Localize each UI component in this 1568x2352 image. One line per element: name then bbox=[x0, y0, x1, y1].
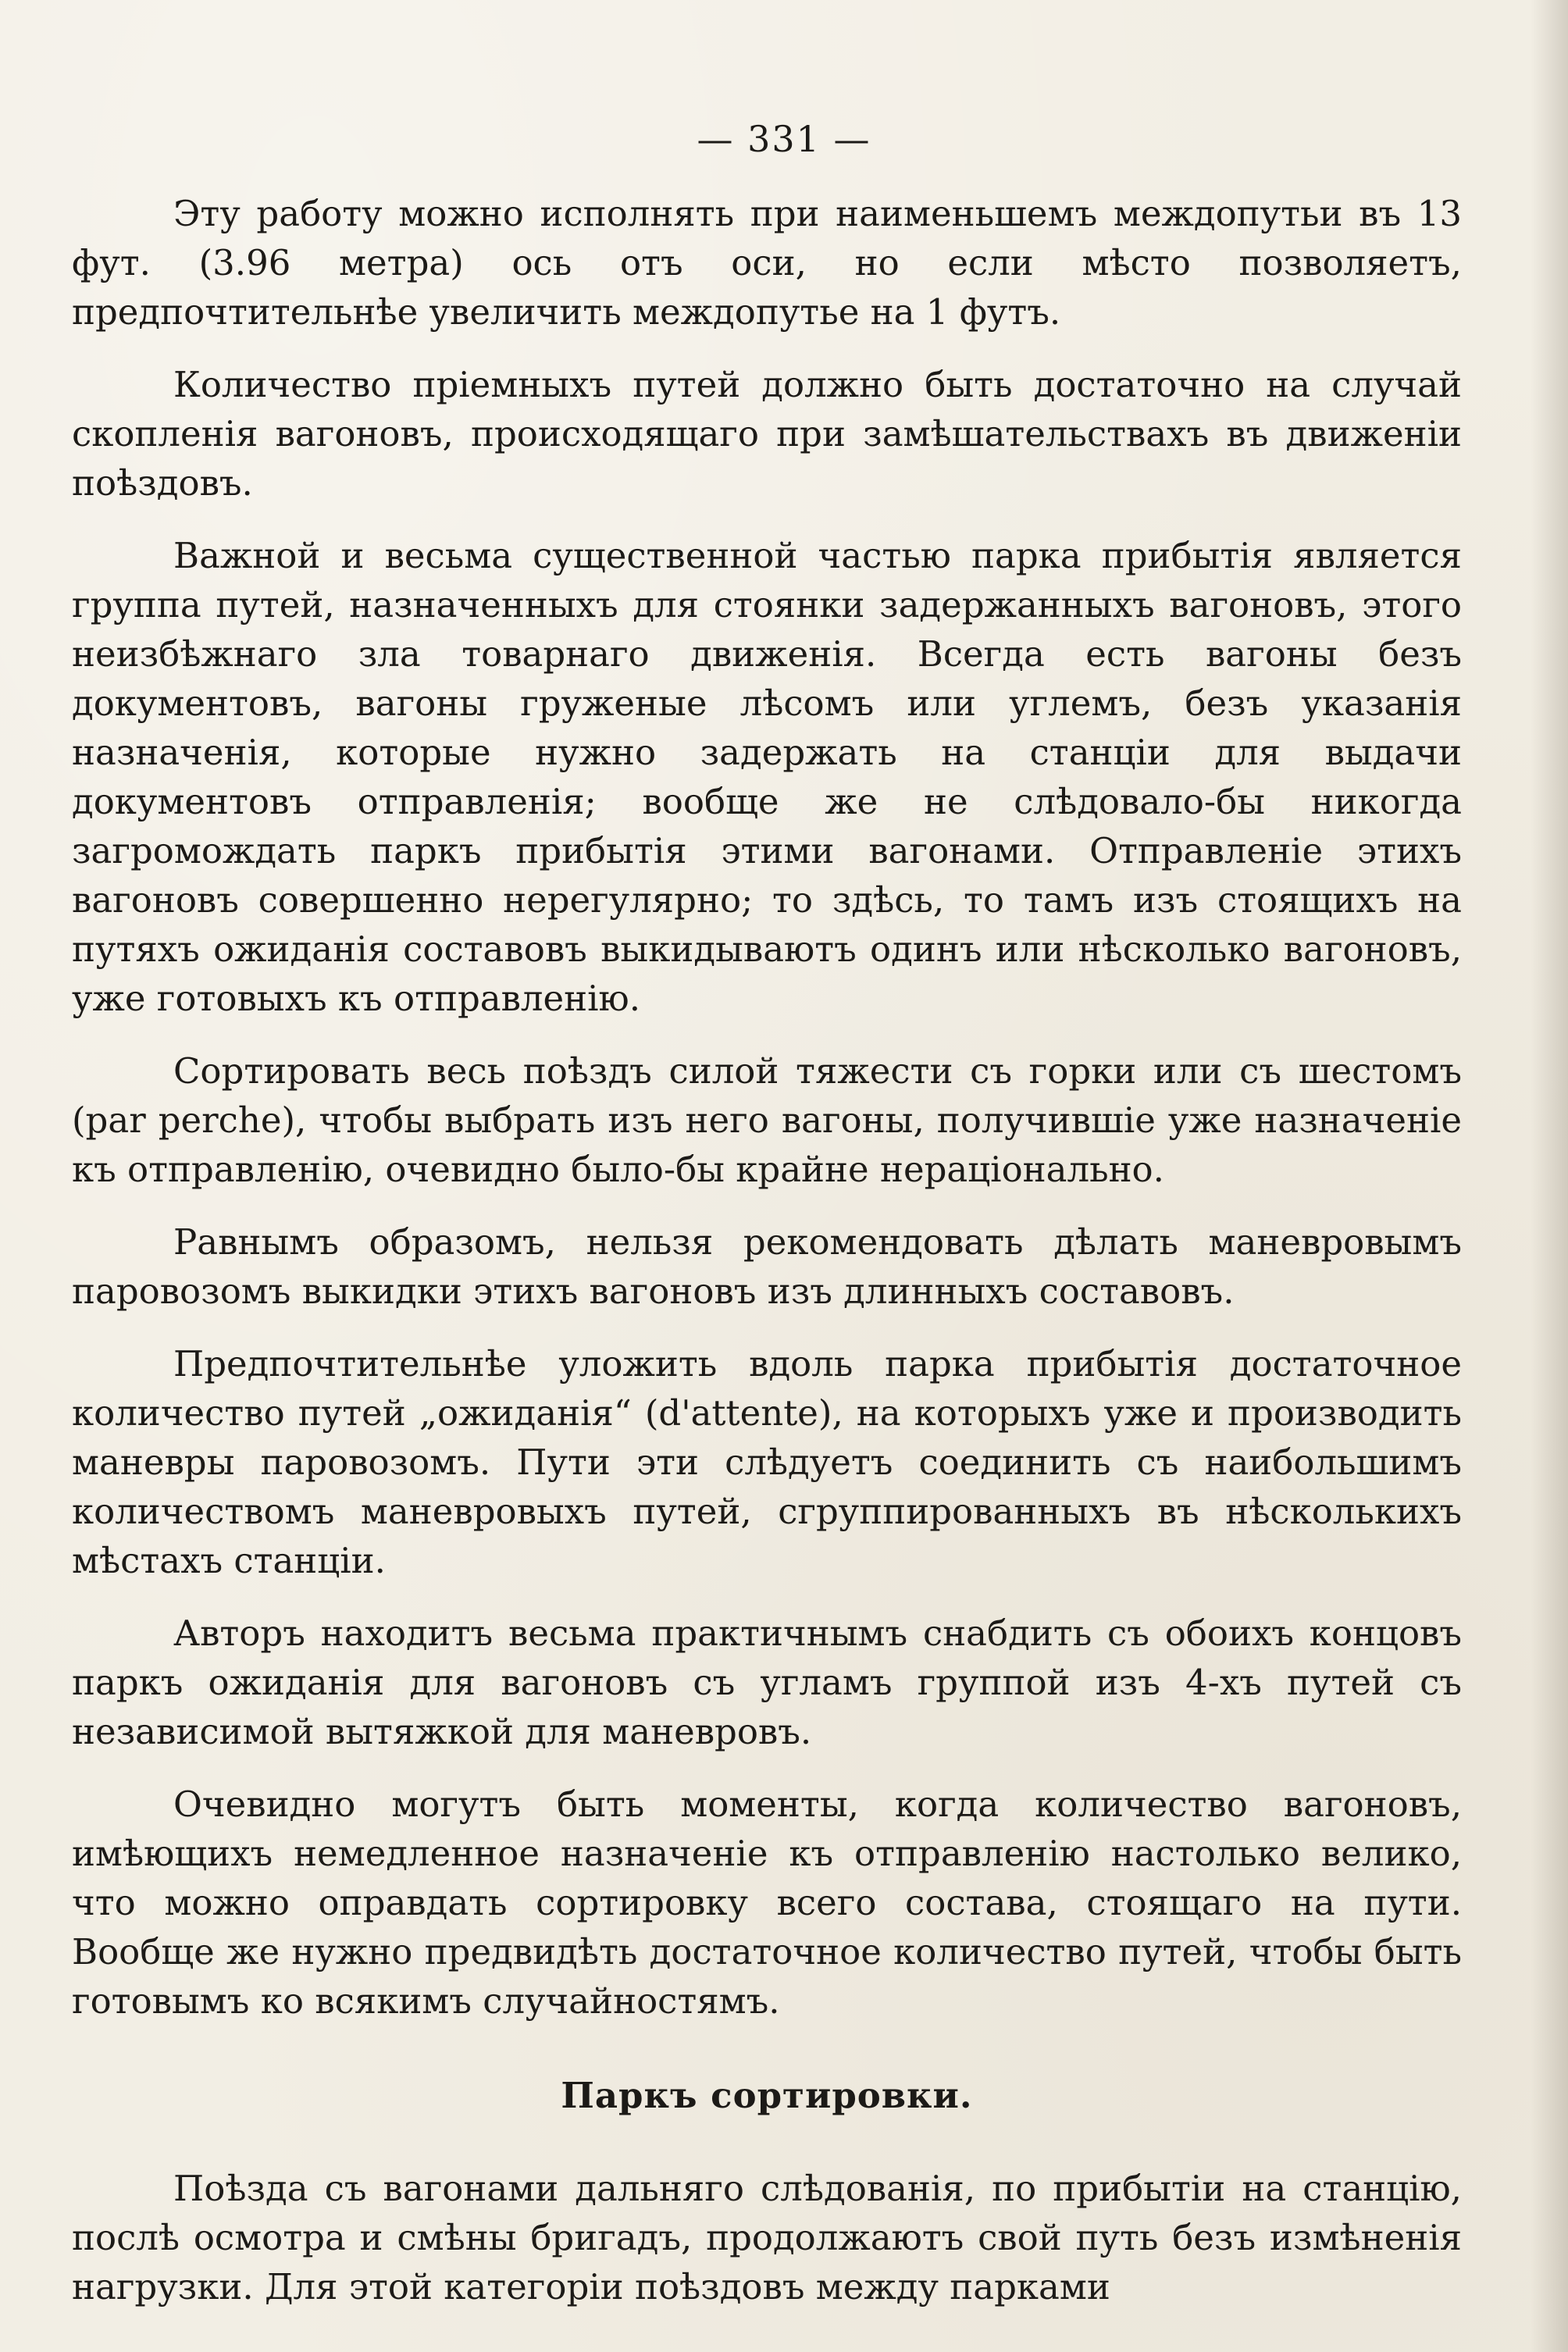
paragraph: Предпочтительнѣе уложить вдоль парка прибытія достаточное количество путей „ожиданія“ (d'attente), на которыхъ уже и производить маневры паровозомъ. Пути эти слѣдуетъ соединить съ наибольшимъ количествомъ маневровыхъ путей, сгруппированныхъ въ нѣсколькихъ мѣстахъ станціи. bbox=[72, 1343, 1462, 1581]
paragraph: Очевидно могутъ быть моменты, когда количество вагоновъ, имѣющихъ немедленное назначеніе къ отправленію настолько велико, что можно оправдать сортировку всего состава, стоящаго на пути. Вообще же нужно предвидѣть достаточное количество путей, чтобы быть готовымъ ко всякимъ случайностямъ. bbox=[72, 1784, 1462, 2022]
paragraph: Важной и весьма существенной частью парка прибытія является группа путей, назначенныхъ для стоянки задержанныхъ вагоновъ, этого неизбѣжнаго зла товарнаго движенія. Всегда есть вагоны безъ документовъ, вагоны груженые лѣсомъ или углемъ, безъ указанія назначенія, которые нужно задержать на станціи для выдачи документовъ отправленія; вообще же не слѣдовало-бы никогда загромождать паркъ прибытія этими вагонами. Отправленіе этихъ вагоновъ совершенно нерегулярно; то здѣсь, то тамъ изъ стоящихъ на путяхъ ожиданія составовъ выкидываютъ одинъ или нѣсколько вагоновъ, уже готовыхъ къ отправленію. bbox=[72, 535, 1462, 1019]
paragraph: Сортировать весь поѣздъ силой тяжести съ горки или съ шестомъ (par perche), чтобы выбрать изъ него вагоны, получившіе уже назначеніе къ отправленію, очевидно было-бы крайне нераціонально. bbox=[72, 1050, 1462, 1190]
paragraph: Поѣзда съ вагонами дальняго слѣдованія, по прибытіи на станцію, послѣ осмотра и смѣны бригадъ, продолжаютъ свой путь безъ измѣненія нагрузки. Для этой категоріи поѣздовъ между парками bbox=[72, 2168, 1462, 2307]
text-block bbox=[72, 189, 1462, 2335]
page-edge-shadow bbox=[1531, 0, 1568, 2352]
page-number: — 331 — bbox=[697, 118, 871, 160]
paragraph: Равнымъ образомъ, нельзя рекомендовать дѣлать маневровымъ паровозомъ выкидки этихъ вагоновъ изъ длинныхъ составовъ. bbox=[72, 1221, 1462, 1312]
paragraph: Эту работу можно исполнять при наименьшемъ междопутьи въ 13 фут. (3.96 метра) ось отъ оси, но если мѣсто позволяетъ, предпочтительнѣе увеличить междопутье на 1 футъ. bbox=[72, 193, 1462, 333]
paragraph: Авторъ находитъ весьма практичнымъ снабдить съ обоихъ концовъ паркъ ожиданія для вагоновъ съ угламъ группой изъ 4-хъ путей съ независимой вытяжкой для маневровъ. bbox=[72, 1613, 1462, 1752]
paragraph: Количество пріемныхъ путей должно быть достаточно на случай скопленія вагоновъ, происходящаго при замѣшательствахъ въ движеніи поѣздовъ. bbox=[72, 364, 1462, 504]
section-heading: Паркъ сортировки. bbox=[561, 2075, 973, 2116]
